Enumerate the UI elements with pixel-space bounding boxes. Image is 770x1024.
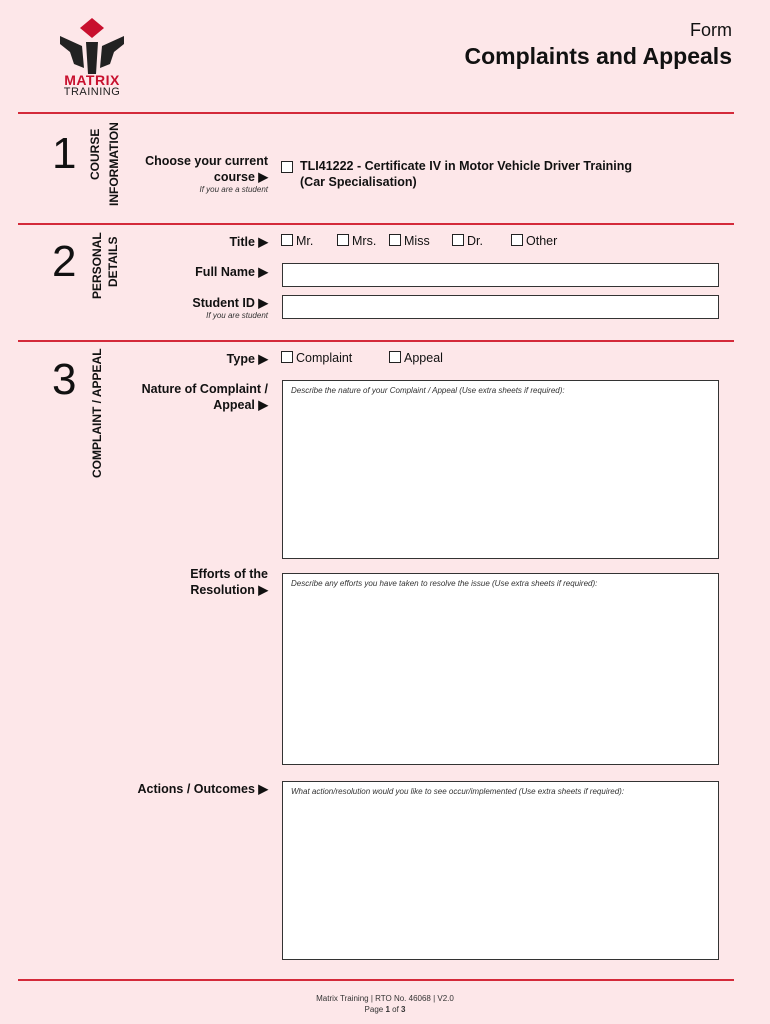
section-1-title-line2: INFORMATION — [107, 122, 121, 206]
page-title: Complaints and Appeals — [464, 43, 732, 69]
section-2-title — [90, 232, 104, 299]
brand-tagline: TRAINING — [63, 86, 121, 98]
type-option-complaint[interactable] — [281, 351, 352, 365]
checkbox[interactable] — [511, 234, 523, 246]
studentid-field[interactable] — [282, 295, 719, 319]
efforts-label-line1: Efforts of the — [190, 567, 268, 581]
course-option-line2: (Car Specialisation) — [300, 175, 417, 189]
page-prefix: Page — [364, 1005, 386, 1014]
form-kicker: Form — [690, 20, 732, 40]
page-indicator — [0, 1005, 770, 1014]
course-checkbox[interactable] — [281, 161, 293, 173]
title-option-mrs[interactable] — [337, 234, 376, 248]
fullname-label: Full Name ▶ — [195, 265, 268, 279]
section-1-title-2 — [107, 122, 121, 206]
nature-textarea[interactable] — [282, 380, 719, 559]
page-total: 3 — [401, 1005, 406, 1014]
title-option-miss[interactable] — [389, 234, 430, 248]
efforts-label — [190, 566, 268, 598]
checkbox[interactable] — [452, 234, 464, 246]
studentid-hint: If you are student — [206, 311, 268, 320]
section-1-title-line1: COURSE — [88, 128, 102, 180]
page-current: 1 — [385, 1005, 390, 1014]
section-divider — [18, 979, 734, 981]
course-label-line1: Choose your current — [145, 154, 268, 168]
title-option-label: Other — [526, 234, 558, 248]
nature-label — [142, 381, 268, 413]
section-2-title-2 — [106, 237, 120, 287]
course-label-line2: course ▶ — [213, 170, 268, 184]
title-option-label: Dr. — [467, 234, 483, 248]
course-hint: If you are a student — [199, 185, 268, 194]
type-label: Type ▶ — [226, 352, 268, 366]
brand-name: MATRIX — [64, 72, 120, 88]
actions-hint: What action/resolution would you like to see occur/implemented (Use extra sheets if required): — [291, 787, 625, 796]
title-label: Title ▶ — [229, 235, 268, 249]
nature-hint: Describe the nature of your Complaint / Appeal (Use extra sheets if required): — [291, 386, 565, 395]
course-label — [145, 153, 268, 185]
section-2-title-line1: PERSONAL — [90, 232, 104, 299]
title-option-label: Mrs. — [352, 234, 377, 248]
section-divider — [18, 223, 734, 225]
efforts-hint: Describe any efforts you have taken to resolve the issue (Use extra sheets if required): — [291, 579, 598, 588]
footer-line: Matrix Training | RTO No. 46068 | V2.0 — [316, 994, 454, 1003]
efforts-label-line2: Resolution ▶ — [190, 583, 268, 597]
section-divider — [18, 112, 734, 114]
title-option-other[interactable] — [511, 234, 557, 248]
nature-label-line2: Appeal ▶ — [213, 398, 268, 412]
page-middle: of — [389, 1005, 402, 1014]
course-option-line1: TLI41222 - Certificate IV in Motor Vehicle Driver Training — [300, 159, 633, 173]
type-option-label: Appeal — [404, 351, 443, 365]
title-option-label: Miss — [404, 234, 430, 248]
fullname-field[interactable] — [282, 263, 719, 287]
checkbox[interactable] — [389, 234, 401, 246]
section-1-number: 1 — [52, 129, 77, 178]
efforts-textarea[interactable] — [282, 573, 719, 765]
section-3-title: COMPLAINT / APPEAL — [90, 348, 104, 478]
section-divider — [18, 340, 734, 342]
section-3-number: 3 — [52, 355, 77, 404]
course-option — [300, 158, 632, 190]
section-2-number: 2 — [52, 237, 77, 286]
studentid-label: Student ID ▶ — [192, 296, 268, 310]
section-2-title-line2: DETAILS — [106, 236, 120, 287]
checkbox[interactable] — [389, 351, 401, 363]
nature-label-line1: Nature of Complaint / — [141, 382, 268, 396]
actions-textarea[interactable] — [282, 781, 719, 960]
section-1-title — [88, 129, 102, 180]
type-option-label: Complaint — [296, 351, 353, 365]
title-option-label: Mr. — [296, 234, 314, 248]
type-option-appeal[interactable] — [389, 351, 443, 365]
checkbox[interactable] — [337, 234, 349, 246]
actions-label: Actions / Outcomes ▶ — [137, 782, 268, 796]
title-option-mr[interactable] — [281, 234, 313, 248]
checkbox[interactable] — [281, 351, 293, 363]
checkbox[interactable] — [281, 234, 293, 246]
title-option-dr[interactable] — [452, 234, 483, 248]
